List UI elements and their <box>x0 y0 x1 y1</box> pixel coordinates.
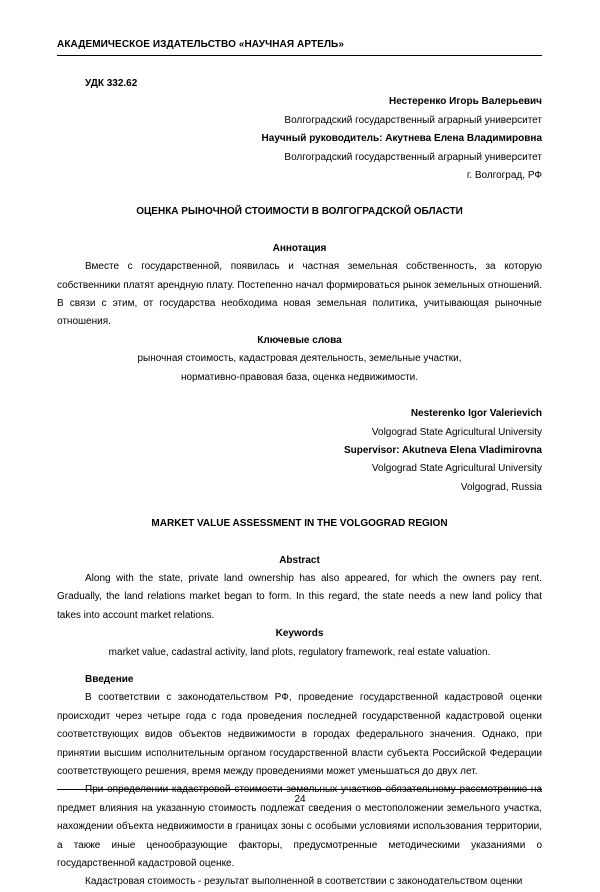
intro-heading: Введение <box>85 673 134 685</box>
page-number: 24 <box>294 794 306 805</box>
spacer <box>57 387 542 405</box>
running-header: АКАДЕМИЧЕСКОЕ ИЗДАТЕЛЬСТВО «НАУЧНАЯ АРТЕЛЬ» <box>57 39 345 50</box>
en-abstract-heading: Abstract <box>279 554 320 566</box>
spacer <box>57 662 542 671</box>
en-article-title: MARKET VALUE ASSESSMENT IN THE VOLGOGRAD REGION <box>151 518 448 530</box>
spacer <box>57 534 542 552</box>
en-city: Volgograd, Russia <box>460 481 542 493</box>
en-abstract-text: Along with the state, private land ownership has also appeared, for which the owners pay rent. Gradually, the land relations market began to form. In this regard, the state needs a new land policy that takes into account market relations. <box>57 572 542 621</box>
ru-supervisor-affiliation: Волгоградский государственный аграрный университет <box>284 151 542 163</box>
footer-divider <box>57 789 542 790</box>
ru-keywords-line-2: нормативно-правовая база, оценка недвижимости. <box>180 371 419 383</box>
en-keywords-heading: Keywords <box>275 628 324 640</box>
en-supervisor: Supervisor: Akutneva Elena Vladimirovna <box>343 444 542 456</box>
ru-keywords-heading: Ключевые слова <box>257 334 342 346</box>
article-body <box>57 75 542 892</box>
en-supervisor-affiliation: Volgograd State Agricultural University <box>371 463 542 475</box>
udk-code: УДК 332.62 <box>85 78 138 89</box>
en-author-affiliation: Volgograd State Agricultural University <box>371 426 542 438</box>
ru-author-name: Нестеренко Игорь Валерьевич <box>389 96 542 108</box>
en-keywords-line: market value, cadastral activity, land plots, regulatory framework, real estate valuation. <box>108 646 491 658</box>
ru-article-title: ОЦЕНКА РЫНОЧНОЙ СТОИМОСТИ В ВОЛГОГРАДСКОЙ ОБЛАСТИ <box>136 206 463 218</box>
ru-abstract-text: Вместе с государственной, появилась и частная земельная собственность, за которую собственники платят арендную плату. Постепенно начал формироваться рынок земельных отношений. В связи с этим, от государства необходима новая земельная политика, учитывающая рыночные отношения. <box>57 261 542 328</box>
spacer <box>57 185 542 203</box>
ru-abstract-heading: Аннотация <box>272 242 327 254</box>
en-author-name: Nesterenko Igor Valerievich <box>410 408 542 420</box>
ru-keywords-line-1: рыночная стоимость, кадастровая деятельность, земельные участки, <box>137 353 462 365</box>
intro-paragraph-3: Кадастровая стоимость - результат выполненной в соответствии с законодательством оценки <box>85 876 523 888</box>
intro-paragraph-2: При определении кадастровой стоимости земельных участков обязательному рассмотрению на предмет влияния на указанную стоимость подлежат сведения о местоположении земельного участка, нахождении объекта недвижимости в границах зоны с особыми условиями использования территории, а также иные ценообразующие факторы, предусмотренные методическими указаниями о государственной кадастровой оценке. <box>57 784 542 870</box>
ru-author-affiliation: Волгоградский государственный аграрный университет <box>284 114 542 126</box>
ru-city: г. Волгоград, РФ <box>466 170 542 182</box>
intro-paragraph-1: В соответствии с законодательством РФ, проведение государственной кадастровой оценки происходит через четыре года с года проведения последней государственной кадастровой оценки соответствующих видов объектов недвижимости в городах федерального значения. Однако, при принятии высшим исполнительным органом государственной власти субъекта Российской Федерации соответствующего решения, время между проведениями может уменьшаться до двух лет. <box>57 692 542 777</box>
spacer <box>57 222 542 240</box>
spacer <box>57 497 542 515</box>
ru-supervisor: Научный руководитель: Акутнева Елена Владимировна <box>261 133 542 145</box>
header-divider <box>57 55 542 56</box>
